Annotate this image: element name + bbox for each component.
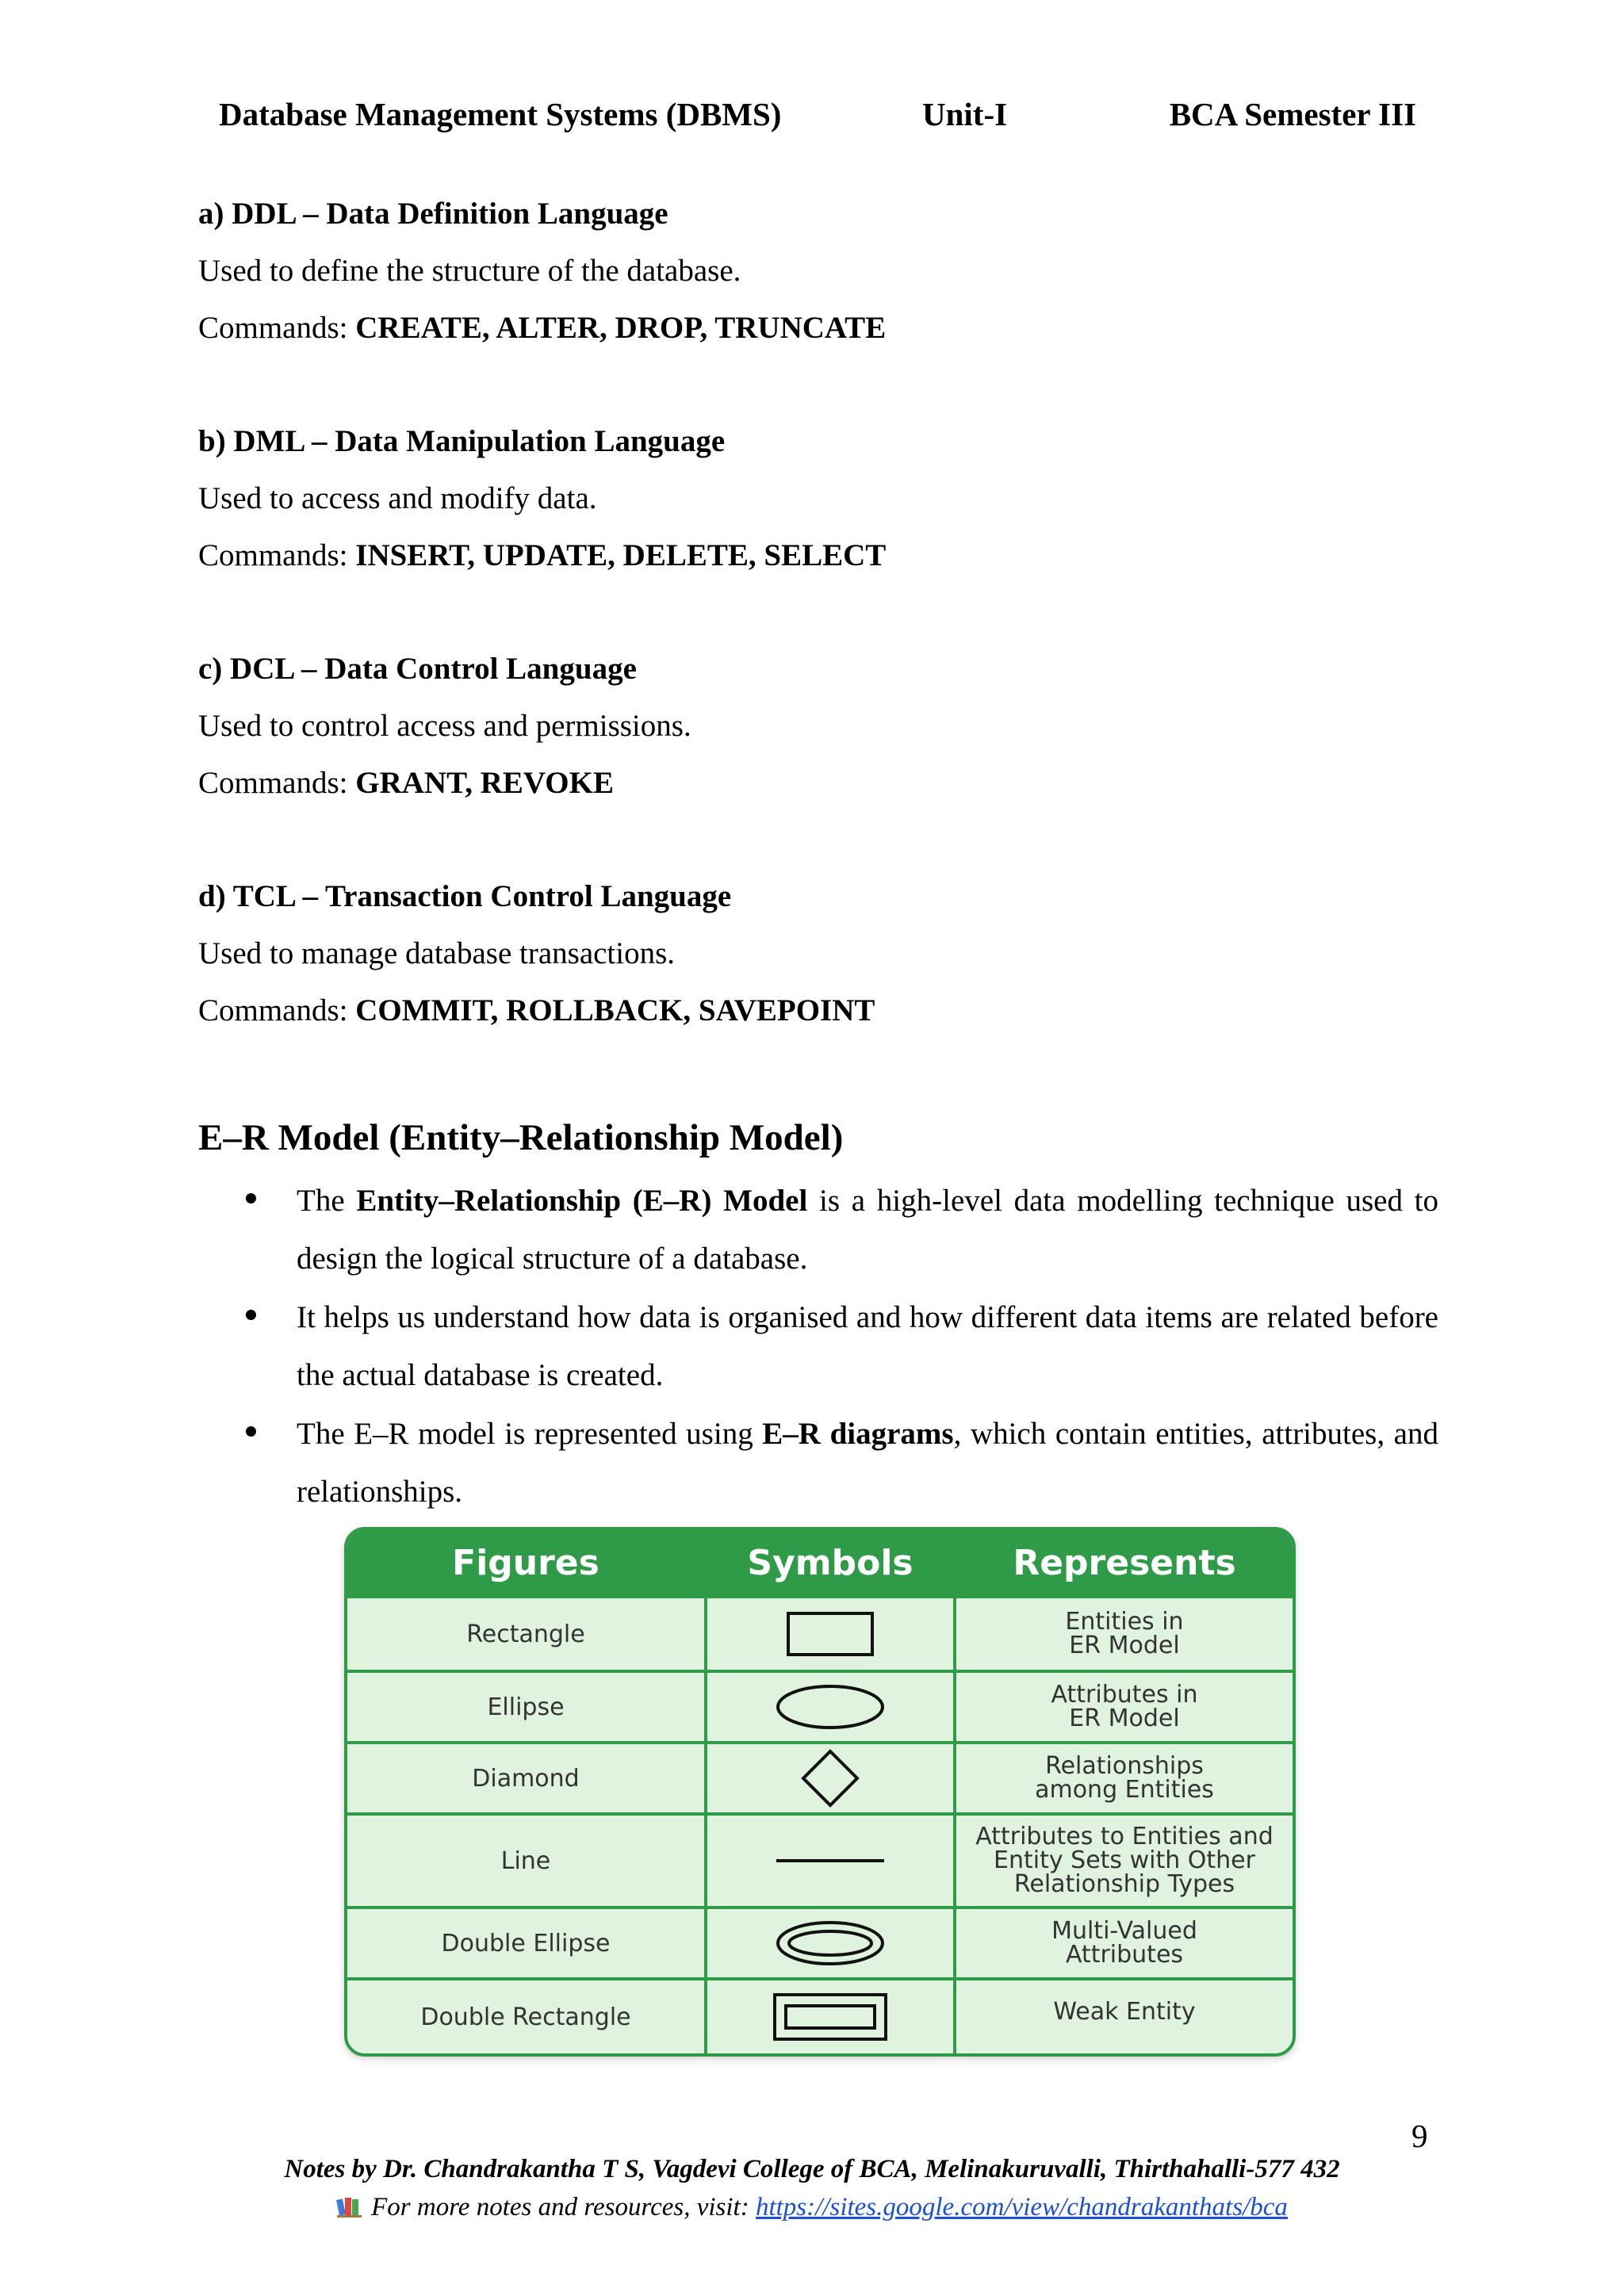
header-symbols: Symbols xyxy=(747,1543,914,1583)
header-represents: Represents xyxy=(1013,1543,1236,1583)
diamond-icon xyxy=(707,1744,953,1812)
footer-author: Notes by Dr. Chandrakantha T S, Vagdevi College of BCA, Melinakuruvalli, Thirthahalli-577 432 xyxy=(284,2155,1340,2183)
table-header xyxy=(347,1530,1293,1598)
table-row: Double Rectangle Weak Entity xyxy=(347,1980,1293,2053)
table-row: Ellipse Attributes in ER Model xyxy=(347,1673,1293,1741)
tcl-commands: Commands: COMMIT, ROLLBACK, SAVEPOINT xyxy=(198,993,875,1027)
table-row: Double Ellipse Multi-Valued Attributes xyxy=(347,1909,1293,1977)
rectangle-icon xyxy=(707,1598,953,1670)
table-row: Line Attributes to Entities and Entity Sets with Other Relationship Types xyxy=(347,1816,1293,1906)
dml-commands: Commands: INSERT, UPDATE, DELETE, SELECT xyxy=(198,538,887,572)
bullet-icon xyxy=(246,1426,256,1437)
footer-resources: For more notes and resources, visit: https://sites.google.com/view/chandrakanthats/bca xyxy=(0,2193,1624,2222)
ddl-description: Used to define the structure of the database. xyxy=(198,254,741,288)
double-ellipse-icon xyxy=(707,1909,953,1977)
table-row: Rectangle Entities in ER Model xyxy=(347,1598,1293,1670)
double-rectangle-icon xyxy=(707,1980,953,2053)
dcl-description: Used to control access and permissions. xyxy=(198,709,691,743)
header-figures: Figures xyxy=(452,1543,599,1583)
er-section-title: E–R Model (Entity–Relationship Model) xyxy=(198,1117,844,1158)
dml-title: b) DML – Data Manipulation Language xyxy=(198,424,726,458)
table-row: Diamond Relationships among Entities xyxy=(347,1744,1293,1812)
page-header xyxy=(219,95,1416,143)
er-symbols-table xyxy=(344,1527,1296,2057)
dcl-title: c) DCL – Data Control Language xyxy=(198,652,637,686)
resources-link[interactable]: https://sites.google.com/view/chandrakanthats/bca xyxy=(755,2193,1288,2221)
header-unit: Unit-I xyxy=(922,96,1008,132)
page-number: 9 xyxy=(1411,2118,1428,2154)
bullet-icon xyxy=(246,1310,256,1320)
tcl-description: Used to manage database transactions. xyxy=(198,936,676,970)
dml-description: Used to access and modify data. xyxy=(198,481,597,515)
bullet-icon xyxy=(246,1193,256,1203)
tcl-title: d) TCL – Transaction Control Language xyxy=(198,879,732,913)
line-icon xyxy=(707,1816,953,1906)
header-course-title: Database Management Systems (DBMS) xyxy=(219,96,782,132)
ddl-title: a) DDL – Data Definition Language xyxy=(198,197,668,231)
ellipse-icon xyxy=(707,1673,953,1741)
dcl-commands: Commands: GRANT, REVOKE xyxy=(198,766,614,800)
header-semester: BCA Semester III xyxy=(1169,96,1416,132)
books-icon xyxy=(336,2195,363,2218)
ddl-commands: Commands: CREATE, ALTER, DROP, TRUNCATE xyxy=(198,311,887,345)
